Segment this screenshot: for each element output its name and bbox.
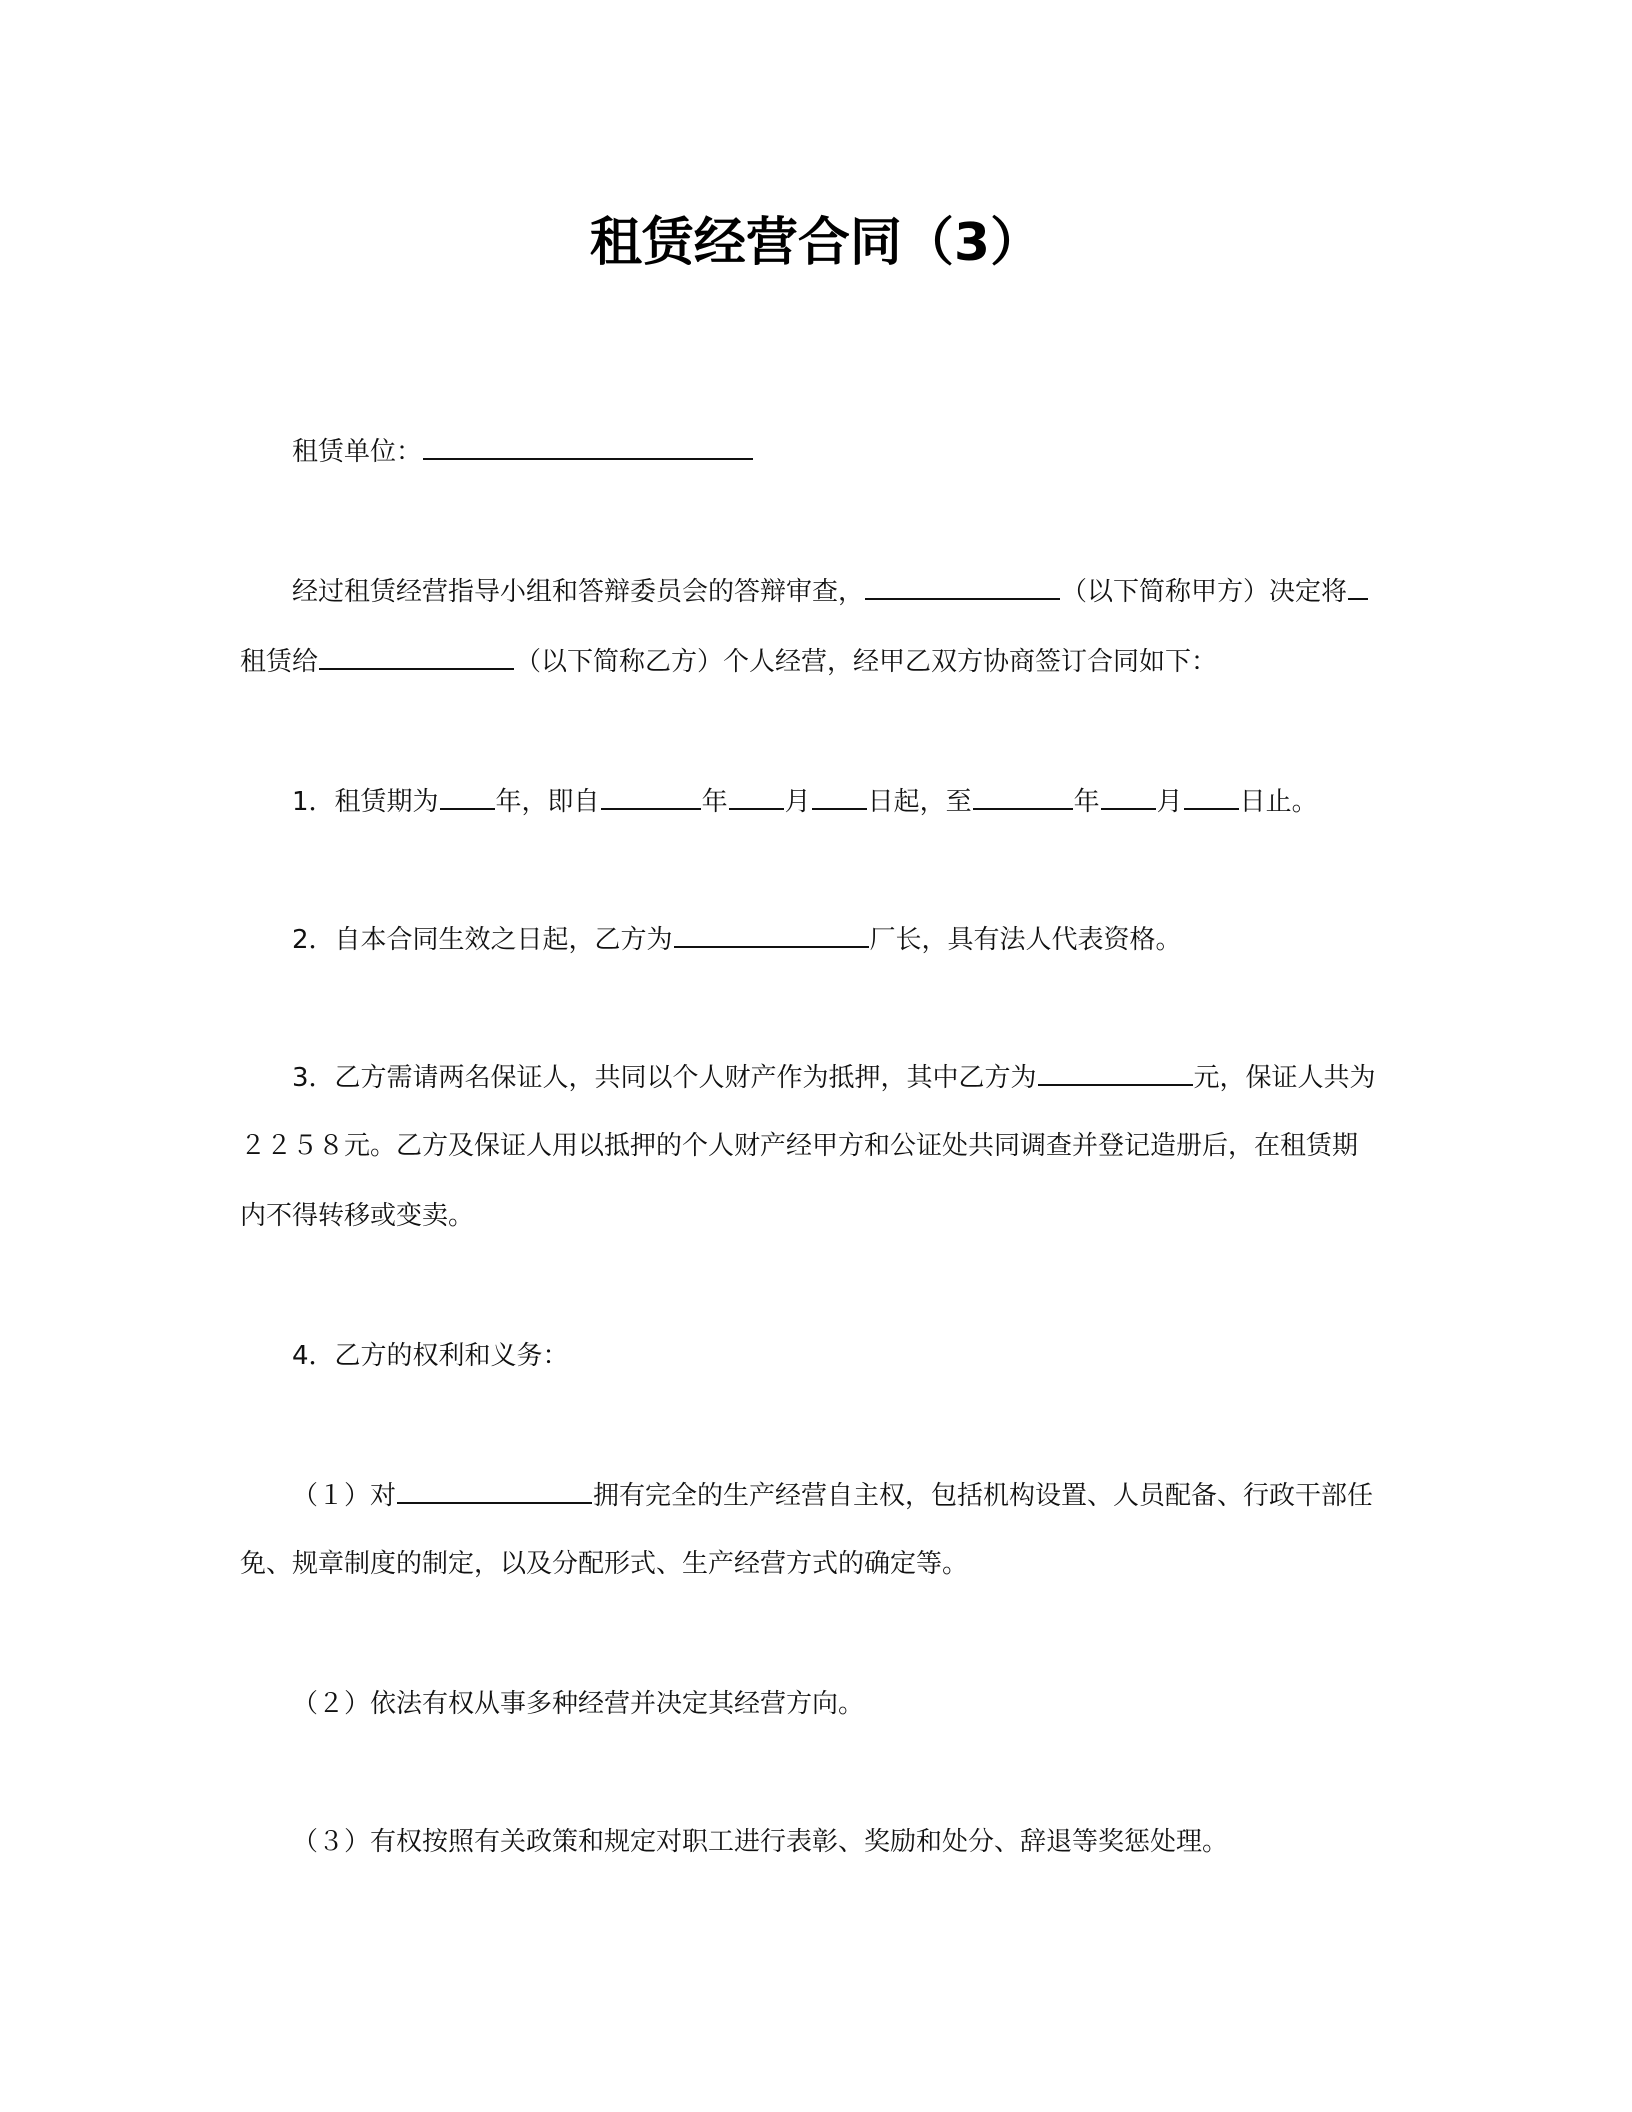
clause-4-item-2: （２）依法有权从事多种经营并决定其经营方向。 <box>292 1689 865 1719</box>
clause-1-text-a: 1．租赁期为 <box>292 787 439 817</box>
clause-2-text-a: 2．自本合同生效之日起，乙方为 <box>292 925 673 955</box>
clause-1-text-g: 月 <box>1156 787 1183 817</box>
clause-1-text-d: 月 <box>784 787 811 817</box>
lessor-unit-blank <box>423 430 753 460</box>
clause-4-heading: 4．乙方的权利和义务： <box>292 1341 569 1371</box>
lease-years-blank <box>440 780 495 810</box>
clause-3-text-b: 元，保证人共为 <box>1193 1063 1376 1093</box>
intro-line-1 <box>292 570 1369 612</box>
leased-object-blank <box>1348 570 1368 600</box>
start-day-blank <box>812 780 867 810</box>
factory-name-blank <box>674 918 869 948</box>
intro-text-4: （以下简称乙方）个人经营，经甲乙双方协商签订合同如下： <box>515 647 1218 677</box>
clause-4-item-3: （３）有权按照有关政策和规定对职工进行表彰、奖励和处分、辞退等奖惩处理。 <box>292 1827 1229 1857</box>
clause-1 <box>292 780 1318 822</box>
enterprise-blank <box>397 1474 592 1504</box>
document-title: 租赁经营合同（3） <box>589 213 1043 273</box>
intro-text-1: 经过租赁经营指导小组和答辩委员会的答辩审查， <box>292 577 865 607</box>
clause-1-text-h: 日止。 <box>1239 787 1318 817</box>
start-month-blank <box>729 780 784 810</box>
lessor-unit-label: 租赁单位： <box>292 437 423 467</box>
party-a-blank <box>865 570 1060 600</box>
clause-2-text-b: 厂长，具有法人代表资格。 <box>869 925 1182 955</box>
clause-1-text-f: 年 <box>1073 787 1100 817</box>
end-year-blank <box>973 780 1073 810</box>
clause-4-item-1-text-a: （１）对 <box>292 1481 397 1511</box>
clause-4-item-1-line-2: 免、规章制度的制定，以及分配形式、生产经营方式的确定等。 <box>240 1549 969 1579</box>
clause-3-text-a: 3．乙方需请两名保证人，共同以个人财产作为抵押，其中乙方为 <box>292 1063 1037 1093</box>
end-day-blank <box>1184 780 1239 810</box>
clause-3-line-3: 内不得转移或变卖。 <box>240 1201 475 1231</box>
clause-1-text-b: 年，即自 <box>495 787 600 817</box>
clause-3-line-1 <box>292 1056 1376 1098</box>
clause-4-item-1-text-b: 拥有完全的生产经营自主权，包括机构设置、人员配备、行政干部任 <box>593 1481 1374 1511</box>
clause-1-text-c: 年 <box>701 787 728 817</box>
intro-line-2 <box>240 640 1217 682</box>
party-b-blank <box>319 640 514 670</box>
intro-text-2: （以下简称甲方）决定将 <box>1061 577 1348 607</box>
clause-2 <box>292 918 1182 960</box>
intro-text-3: 租赁给 <box>240 647 319 677</box>
end-month-blank <box>1101 780 1156 810</box>
deposit-amount-blank <box>1038 1056 1193 1086</box>
clause-4-item-1-line-1 <box>292 1474 1373 1516</box>
start-year-blank <box>601 780 701 810</box>
lessor-unit-line <box>292 430 754 472</box>
clause-1-text-e: 日起，至 <box>867 787 972 817</box>
clause-3-line-2: ２２５８元。乙方及保证人用以抵押的个人财产经甲方和公证处共同调查并登记造册后，在租赁期 <box>240 1131 1359 1161</box>
